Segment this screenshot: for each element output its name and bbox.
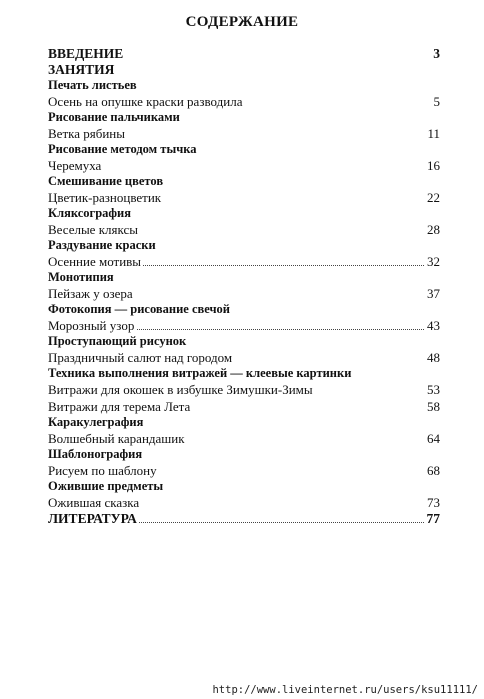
toc-page-number: 43 bbox=[424, 317, 440, 334]
toc-page-number: 64 bbox=[424, 430, 440, 447]
toc-page-number: 73 bbox=[424, 494, 440, 511]
toc-title: Каракулеграфия bbox=[48, 415, 144, 429]
toc-entry bbox=[48, 93, 440, 110]
toc-heading bbox=[48, 238, 440, 253]
toc-entry bbox=[48, 157, 440, 174]
toc-heading bbox=[48, 302, 440, 317]
toc-heading bbox=[48, 366, 440, 381]
toc-page-number: 77 bbox=[424, 511, 441, 527]
toc-title: Цветик-разноцветик bbox=[48, 190, 162, 205]
toc-page-number: 28 bbox=[424, 221, 440, 238]
toc-entry bbox=[48, 430, 440, 447]
toc-heading bbox=[48, 334, 440, 349]
toc-heading bbox=[48, 270, 440, 285]
toc-entry bbox=[48, 317, 440, 334]
toc-section bbox=[48, 46, 440, 62]
toc-title: Волшебный карандашик bbox=[48, 431, 185, 446]
toc-title: Осенние мотивы bbox=[48, 254, 142, 269]
toc-section bbox=[48, 511, 440, 527]
toc-entry bbox=[48, 349, 440, 366]
toc-heading bbox=[48, 479, 440, 494]
toc-entry bbox=[48, 189, 440, 206]
toc-title: Печать листьев bbox=[48, 78, 137, 92]
toc-entry bbox=[48, 398, 440, 415]
toc-page-number: 37 bbox=[424, 285, 440, 302]
toc-title: Морозный узор bbox=[48, 318, 135, 333]
toc-section bbox=[48, 62, 440, 78]
toc-title: Ожившая сказка bbox=[48, 495, 140, 510]
toc-title: Рисование методом тычка bbox=[48, 142, 197, 156]
toc-title: Черемуха bbox=[48, 158, 102, 173]
toc-entry bbox=[48, 494, 440, 511]
toc-title: Рисование пальчиками bbox=[48, 110, 180, 124]
toc-title: ВВЕДЕНИЕ bbox=[48, 46, 124, 61]
toc-entry bbox=[48, 221, 440, 238]
toc-entry bbox=[48, 285, 440, 302]
toc-entry bbox=[48, 462, 440, 479]
toc-title: ЛИТЕРАТУРА bbox=[48, 511, 137, 526]
toc-entry bbox=[48, 381, 440, 398]
toc-title: Кляксография bbox=[48, 206, 132, 220]
toc-title: Витражи для окошек в избушке Зимушки-Зимы bbox=[48, 382, 313, 397]
toc-title: Раздувание краски bbox=[48, 238, 156, 252]
toc-page-number: 3 bbox=[430, 46, 440, 62]
toc-entry bbox=[48, 125, 440, 142]
toc-entry bbox=[48, 253, 440, 270]
toc-title: Осень на опушке краски разводила bbox=[48, 94, 243, 109]
toc-title: ЗАНЯТИЯ bbox=[48, 62, 115, 77]
toc-title: Пейзаж у озера bbox=[48, 286, 133, 301]
toc-page-number: 53 bbox=[424, 381, 440, 398]
toc-title: Шаблонография bbox=[48, 447, 143, 461]
toc-title: Витражи для терема Лета bbox=[48, 399, 191, 414]
toc-title: Смешивание цветов bbox=[48, 174, 164, 188]
toc-page-number: 22 bbox=[424, 189, 440, 206]
toc-heading bbox=[48, 447, 440, 462]
toc-title: Ветка рябины bbox=[48, 126, 126, 141]
toc-heading bbox=[48, 174, 440, 189]
toc-page-number: 58 bbox=[424, 398, 440, 415]
toc-title: Веселые кляксы bbox=[48, 222, 138, 237]
toc-heading bbox=[48, 142, 440, 157]
toc-title: Техника выполнения витражей — клеевые картинки bbox=[48, 366, 352, 380]
toc-heading bbox=[48, 78, 440, 93]
toc-heading bbox=[48, 415, 440, 430]
toc-heading bbox=[48, 110, 440, 125]
toc-page-number: 11 bbox=[424, 125, 440, 142]
toc-page-number: 68 bbox=[424, 462, 440, 479]
toc-title: Монотипия bbox=[48, 270, 114, 284]
page-title: СОДЕРЖАНИЕ bbox=[185, 14, 299, 30]
toc-page-number: 48 bbox=[424, 349, 440, 366]
table-of-contents bbox=[48, 46, 440, 527]
toc-title: Рисуем по шаблону bbox=[48, 463, 157, 478]
toc-title: Ожившие предметы bbox=[48, 479, 164, 493]
toc-page-number: 16 bbox=[424, 157, 440, 174]
toc-title: Фотокопия — рисование свечой bbox=[48, 302, 231, 316]
toc-heading bbox=[48, 206, 440, 221]
toc-page-number: 32 bbox=[424, 253, 440, 270]
toc-title: Праздничный салют над городом bbox=[48, 350, 233, 365]
toc-page-number: 5 bbox=[431, 93, 441, 110]
toc-title: Проступающий рисунок bbox=[48, 334, 187, 348]
watermark-url: http://www.liveinternet.ru/users/ksu11111/ bbox=[212, 684, 478, 696]
